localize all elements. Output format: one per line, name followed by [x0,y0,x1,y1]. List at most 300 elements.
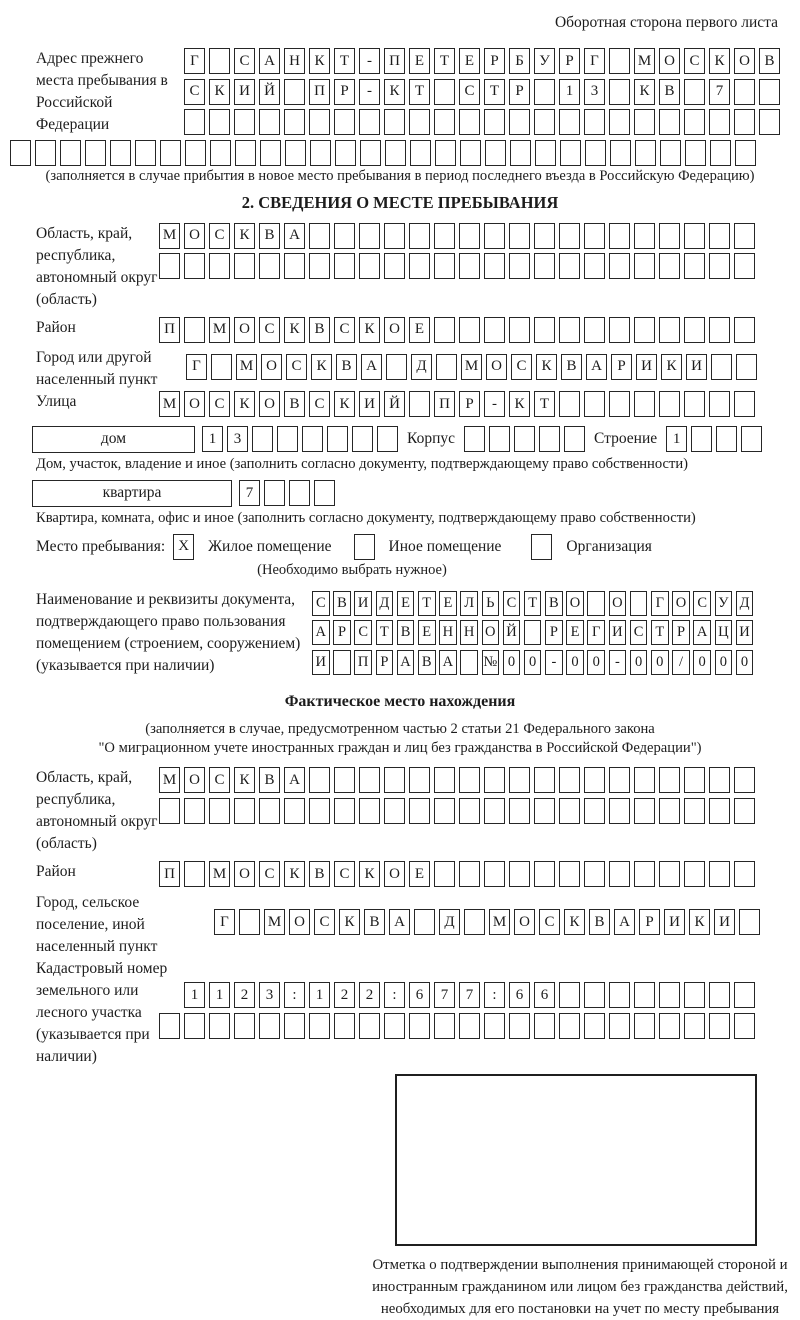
char-box [759,79,780,105]
char-box: 0 [693,650,711,675]
char-box: 1 [309,982,330,1008]
char-box [659,317,680,343]
char-box: А [693,620,711,645]
char-box: 6 [534,982,555,1008]
char-box [509,223,530,249]
char-box [110,140,131,166]
char-box: Д [439,909,460,935]
char-box [259,798,280,824]
char-box [684,317,705,343]
char-box [739,909,760,935]
char-box [559,767,580,793]
char-box: С [630,620,648,645]
char-box [239,909,260,935]
char-box: Л [460,591,478,616]
char-box [10,140,31,166]
char-box [524,620,542,645]
prev-address-row-2 [184,79,800,105]
char-box [514,426,535,452]
char-box: П [309,79,330,105]
char-box [284,1013,305,1039]
document-label: Наименование и реквизиты документа, подтверждающего право пользования помещением (строением, сооружением) (указывается при наличии) [32,589,312,677]
char-box [510,140,531,166]
char-box [384,767,405,793]
char-box: - [609,650,627,675]
region-label: Область, край, республика, автономный округ (область) [32,223,159,311]
house-row [32,426,800,453]
char-box [584,982,605,1008]
char-box [609,317,630,343]
char-box: Т [434,48,455,74]
char-box [535,140,556,166]
actual-district-block [32,861,800,892]
city-row [186,354,800,380]
char-box [534,223,555,249]
char-box: Р [376,650,394,675]
char-box [534,767,555,793]
char-box [209,253,230,279]
char-box: В [309,317,330,343]
char-box [484,861,505,887]
char-box [659,223,680,249]
char-box [334,253,355,279]
char-box [609,79,630,105]
char-box: М [461,354,482,380]
char-box: Ь [482,591,500,616]
char-box [434,79,455,105]
char-box: 2 [359,982,380,1008]
char-box [709,767,730,793]
stay-type-row [36,534,800,560]
char-box [184,253,205,279]
char-box [609,1013,630,1039]
char-box: Р [334,79,355,105]
char-box: А [389,909,410,935]
char-box: О [609,591,627,616]
char-box: С [234,48,255,74]
cadastral-row-1 [184,982,800,1008]
char-box [436,354,457,380]
char-box: Г [651,591,669,616]
char-box: В [309,861,330,887]
char-box [284,79,305,105]
char-box [734,861,755,887]
prev-address-note: (заполняется в случае прибытия в новое место пребывания в период последнего въезда в Российскую Федерацию) [0,168,800,185]
street-label: Улица [32,391,159,413]
char-box [384,798,405,824]
char-box [691,426,712,452]
char-box: М [159,223,180,249]
char-box: В [333,591,351,616]
char-box: С [309,391,330,417]
char-box: И [714,909,735,935]
char-box: А [259,48,280,74]
char-box: О [384,861,405,887]
char-box: Е [418,620,436,645]
char-box: 2 [334,982,355,1008]
house-caption: Дом, участок, владение и иное (заполнить согласно документу, подтверждающему право собственности) [36,456,800,473]
char-box [409,798,430,824]
char-box [464,426,485,452]
char-box [659,798,680,824]
char-box: К [284,317,305,343]
char-box [609,982,630,1008]
char-box [509,861,530,887]
char-box: В [364,909,385,935]
char-box [359,798,380,824]
char-box: - [359,48,380,74]
char-box: С [259,317,280,343]
char-box: 1 [202,426,223,452]
char-box [709,861,730,887]
char-box [489,426,510,452]
char-box: Г [584,48,605,74]
char-box: И [686,354,707,380]
document-row-1 [312,591,800,616]
char-box [609,798,630,824]
char-box [414,909,435,935]
char-box: С [209,223,230,249]
actual-region-row-1 [159,767,800,793]
document-row-3 [312,650,800,675]
char-box: 7 [709,79,730,105]
char-box [509,798,530,824]
char-box: Й [384,391,405,417]
char-box: А [614,909,635,935]
char-box: Е [397,591,415,616]
actual-location-title: Фактическое место нахождения [0,693,800,711]
char-box: С [209,767,230,793]
district-block [32,317,800,348]
char-box [734,253,755,279]
cadastral-block [32,958,800,1068]
char-box [386,354,407,380]
char-box [684,982,705,1008]
char-box: Т [409,79,430,105]
char-box [584,109,605,135]
char-box: У [534,48,555,74]
char-box [534,109,555,135]
char-box [684,223,705,249]
char-box [734,223,755,249]
char-box [310,140,331,166]
char-box: 0 [651,650,669,675]
char-box: - [359,79,380,105]
char-box: Ц [715,620,733,645]
char-box: 0 [715,650,733,675]
char-box: К [284,861,305,887]
char-box [584,391,605,417]
char-box: К [311,354,332,380]
char-box [409,109,430,135]
char-box: А [284,223,305,249]
char-box [159,798,180,824]
char-box: О [259,391,280,417]
char-box [684,109,705,135]
char-box [531,534,552,560]
char-box: О [734,48,755,74]
char-box: 0 [566,650,584,675]
char-box: : [384,982,405,1008]
char-box [559,798,580,824]
city-label: Город или другой населенный пункт [32,347,159,391]
char-box [434,767,455,793]
char-box [559,223,580,249]
char-box: С [503,591,521,616]
char-box: М [209,317,230,343]
char-box [309,798,330,824]
char-box [352,426,373,452]
char-box: В [659,79,680,105]
char-box [534,1013,555,1039]
char-box [709,982,730,1008]
char-box [559,253,580,279]
char-box [334,798,355,824]
char-box [559,861,580,887]
char-box: Г [214,909,235,935]
actual-district-label: Район [32,861,159,883]
actual-city-row [214,909,800,935]
char-box [709,798,730,824]
char-box [609,109,630,135]
char-box: Р [459,391,480,417]
char-box [314,480,335,506]
char-box [634,1013,655,1039]
char-box [334,767,355,793]
char-box: О [289,909,310,935]
char-box: К [384,79,405,105]
char-box: 1 [209,982,230,1008]
region-row-1 [159,223,800,249]
char-box: - [545,650,563,675]
char-box [609,861,630,887]
char-box [534,317,555,343]
char-box [209,1013,230,1039]
char-box [252,426,273,452]
char-box: К [234,223,255,249]
char-box [85,140,106,166]
char-box [309,767,330,793]
char-box [539,426,560,452]
char-box: Р [509,79,530,105]
char-box: К [536,354,557,380]
char-box: Т [534,391,555,417]
char-box [484,798,505,824]
char-box [459,223,480,249]
char-box [484,1013,505,1039]
char-box [264,480,285,506]
char-box: О [659,48,680,74]
char-box [333,650,351,675]
char-box: 6 [509,982,530,1008]
char-box [709,253,730,279]
char-box [410,140,431,166]
char-box: С [334,317,355,343]
char-box [659,861,680,887]
actual-region-row-2 [159,798,800,824]
region-row-2 [159,253,800,279]
char-box [409,253,430,279]
char-box [609,223,630,249]
char-box [559,391,580,417]
char-box: 2 [234,982,255,1008]
stay-type-option-other: Иное помещение [389,538,502,556]
char-box: С [312,591,330,616]
char-box [185,140,206,166]
char-box [734,982,755,1008]
char-box [309,1013,330,1039]
char-box [159,253,180,279]
char-box [534,861,555,887]
char-box [711,354,732,380]
char-box [434,253,455,279]
char-box: Е [459,48,480,74]
char-box: О [672,591,690,616]
char-box: П [159,317,180,343]
stroenie-cells [666,426,766,452]
char-box [359,109,380,135]
char-box [359,223,380,249]
actual-city-label: Город, сельское поселение, иной населенный пункт [32,892,214,958]
char-box [60,140,81,166]
char-box [434,861,455,887]
char-box: С [539,909,560,935]
house-type-box: дом [32,426,195,453]
char-box [584,767,605,793]
char-box: С [209,391,230,417]
char-box: К [209,79,230,105]
char-box: С [354,620,372,645]
char-box: 1 [666,426,687,452]
stay-type-option-organization: Организация [566,538,652,556]
char-box [159,1013,180,1039]
stay-type-label: Место пребывания: [36,538,165,556]
char-box [509,317,530,343]
char-box: К [234,391,255,417]
char-box [209,798,230,824]
char-box: Д [411,354,432,380]
char-box [734,767,755,793]
char-box: О [234,861,255,887]
char-box [759,109,780,135]
char-box [709,1013,730,1039]
char-box [160,140,181,166]
char-box [684,1013,705,1039]
char-box: О [184,767,205,793]
char-box [210,140,231,166]
char-box: О [514,909,535,935]
char-box [464,909,485,935]
char-box [509,767,530,793]
char-box: 0 [587,650,605,675]
char-box: С [259,861,280,887]
char-box [459,861,480,887]
char-box [184,317,205,343]
char-box [277,426,298,452]
char-box [685,140,706,166]
char-box [564,426,585,452]
char-box: В [418,650,436,675]
char-box [584,798,605,824]
char-box [534,798,555,824]
char-box [384,223,405,249]
char-box [409,391,430,417]
char-box [234,253,255,279]
char-box [409,223,430,249]
char-box: Н [460,620,478,645]
char-box [302,426,323,452]
char-box [260,140,281,166]
char-box [485,140,506,166]
char-box: 7 [239,480,260,506]
korpus-cells [464,426,589,452]
char-box [584,223,605,249]
char-box [434,223,455,249]
char-box: 7 [459,982,480,1008]
char-box: В [561,354,582,380]
house-number-cells [202,426,402,452]
char-box [184,1013,205,1039]
char-box: В [397,620,415,645]
char-box [384,109,405,135]
char-box [634,982,655,1008]
char-box [484,253,505,279]
char-box [209,48,230,74]
section2-title: 2. СВЕДЕНИЯ О МЕСТЕ ПРЕБЫВАНИЯ [0,193,800,213]
char-box [709,391,730,417]
char-box: : [484,982,505,1008]
char-box: Е [439,591,457,616]
char-box [634,798,655,824]
char-box: К [661,354,682,380]
char-box [635,140,656,166]
char-box [634,391,655,417]
prev-address-block [32,48,800,140]
char-box: С [286,354,307,380]
char-box [360,140,381,166]
char-box [716,426,737,452]
prev-address-row-4 [10,140,800,166]
district-label: Район [32,317,159,339]
char-box [560,140,581,166]
char-box [327,426,348,452]
char-box: 6 [409,982,430,1008]
char-box [734,1013,755,1039]
char-box [234,1013,255,1039]
char-box [659,1013,680,1039]
char-box [259,109,280,135]
char-box [660,140,681,166]
char-box: И [736,620,754,645]
char-box: Й [503,620,521,645]
char-box: М [236,354,257,380]
stay-type-checkbox-residential [173,534,198,560]
char-box: А [586,354,607,380]
char-box: Д [736,591,754,616]
char-box [741,426,762,452]
char-box [736,354,757,380]
char-box [354,534,375,560]
region-block [32,223,800,311]
char-box [584,317,605,343]
char-box [460,140,481,166]
char-box: К [634,79,655,105]
char-box [434,109,455,135]
char-box: Н [284,48,305,74]
char-box [734,798,755,824]
char-box [484,317,505,343]
char-box [289,480,310,506]
